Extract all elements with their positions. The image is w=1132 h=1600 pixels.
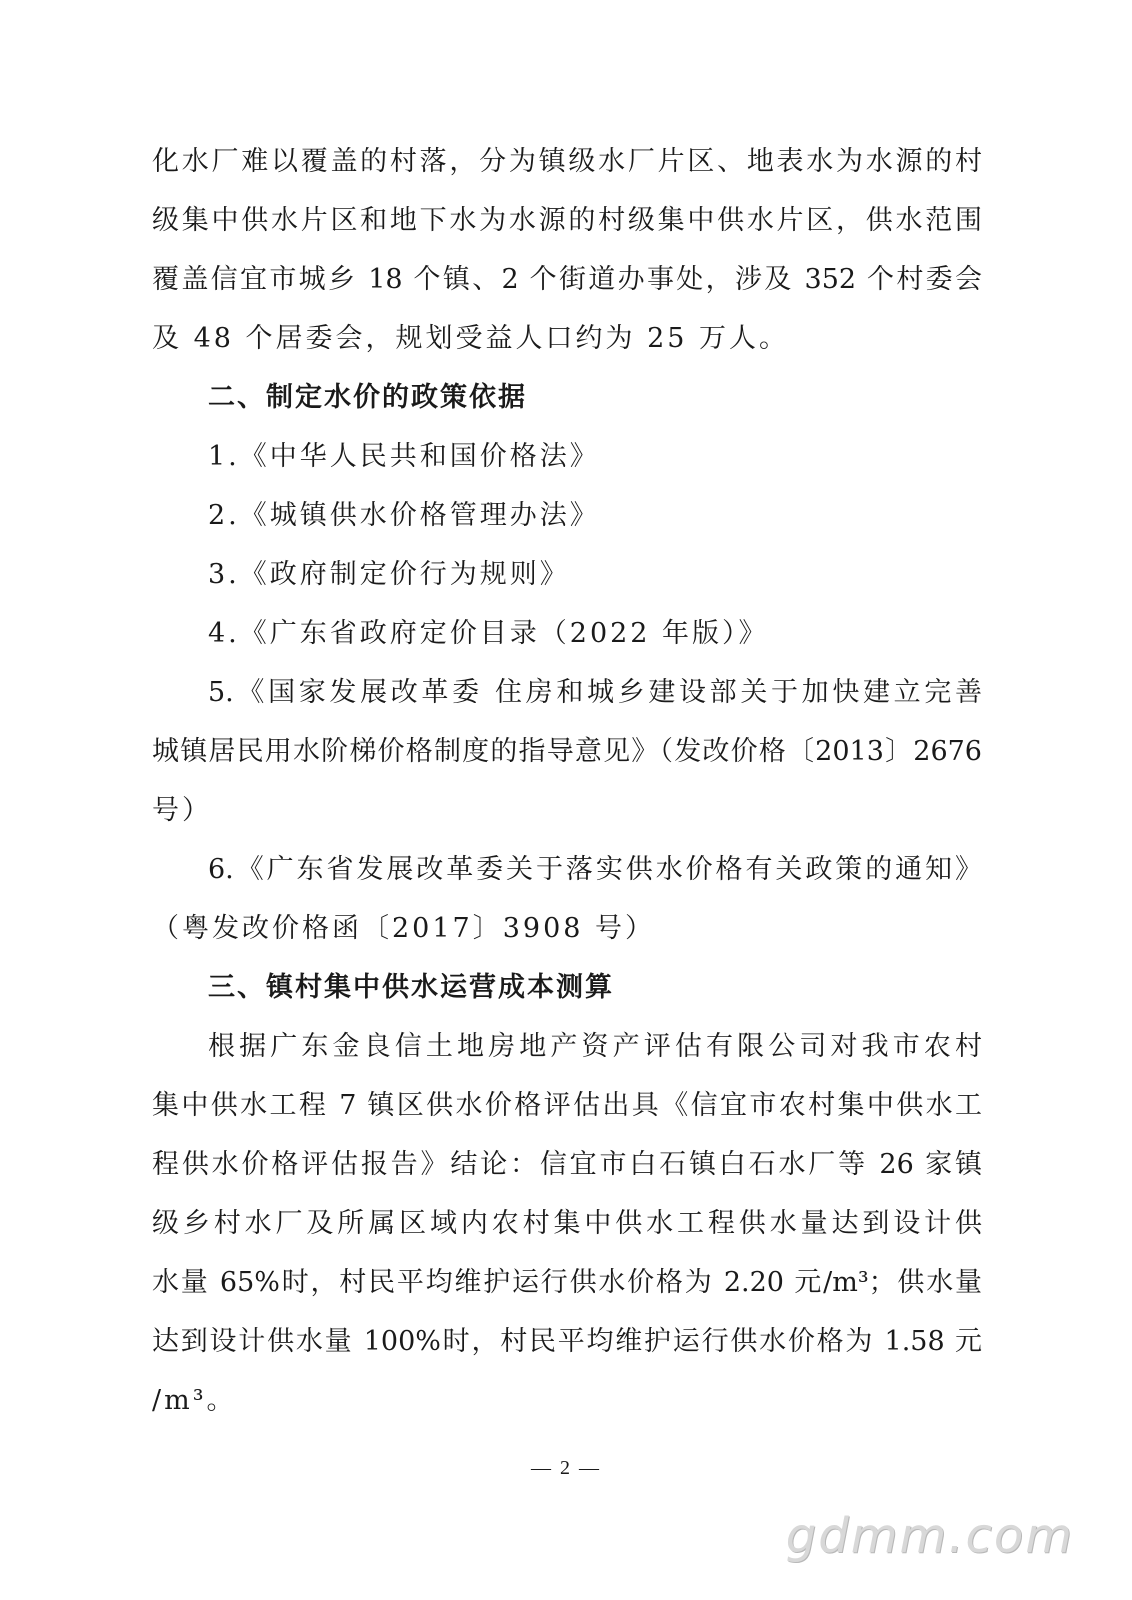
policy-item-6: 6.《广东省发展改革委关于落实供水价格有关政策的通知》 <box>208 854 982 885</box>
body-line: 根据广东金良信土地房地产资产评估有限公司对我市农村 <box>208 1031 982 1062</box>
policy-item-6-cont: （粤发改价格函〔2017〕3908 号） <box>152 913 656 944</box>
body-line: 级乡村水厂及所属区域内农村集中供水工程供水量达到设计供 <box>152 1208 982 1239</box>
policy-item-4: 4.《广东省政府定价目录（2022 年版）》 <box>208 618 769 649</box>
section-heading-2: 二、制定水价的政策依据 <box>208 382 527 413</box>
policy-item-2: 2.《城镇供水价格管理办法》 <box>208 500 600 531</box>
body-line: 达到设计供水量 100%时，村民平均维护运行供水价格为 1.58 元 <box>152 1326 982 1357</box>
policy-item-3: 3.《政府制定价行为规则》 <box>208 559 570 590</box>
body-line: /m³。 <box>152 1385 237 1416</box>
section-heading-3: 三、镇村集中供水运营成本测算 <box>208 972 614 1003</box>
body-line: 级集中供水片区和地下水为水源的村级集中供水片区，供水范围 <box>152 205 982 236</box>
body-line: 水量 65%时，村民平均维护运行供水价格为 2.20 元/m³；供水量 <box>152 1267 982 1298</box>
watermark-logo: gdmm.com <box>785 1508 1074 1564</box>
body-line: 程供水价格评估报告》结论：信宜市白石镇白石水厂等 26 家镇 <box>152 1149 982 1180</box>
policy-item-1: 1.《中华人民共和国价格法》 <box>208 441 600 472</box>
body-line: 化水厂难以覆盖的村落，分为镇级水厂片区、地表水为水源的村 <box>152 146 982 177</box>
policy-item-5-cont: 号） <box>152 795 212 826</box>
body-line: 及 48 个居委会，规划受益人口约为 25 万人。 <box>152 323 790 354</box>
policy-item-5-cont: 城镇居民用水阶梯价格制度的指导意见》（发改价格〔2013〕2676 <box>152 736 982 767</box>
body-line: 覆盖信宜市城乡 18 个镇、2 个街道办事处，涉及 352 个村委会 <box>152 264 982 295</box>
body-line: 集中供水工程 7 镇区供水价格评估出具《信宜市农村集中供水工 <box>152 1090 982 1121</box>
page-number: — 2 — <box>531 1457 601 1479</box>
policy-item-5: 5.《国家发展改革委 住房和城乡建设部关于加快建立完善 <box>208 677 982 708</box>
